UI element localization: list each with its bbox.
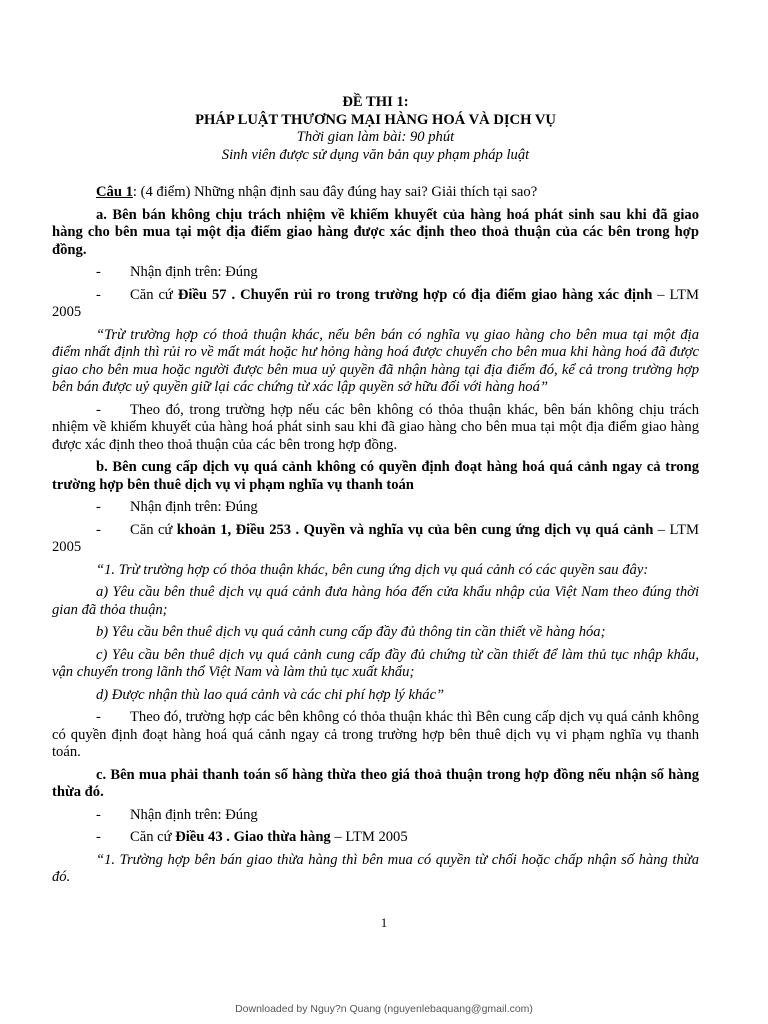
basis-c bbox=[52, 829, 699, 847]
basis-a-article: Điều 57 . Chuyển rủi ro trong trường hợp có địa điểm giao hàng xác định bbox=[177, 286, 653, 303]
conclusion-a-text: Theo đó, trong trường hợp nếu các bên không có thỏa thuận khác, bên bán không chịu trách nhiệm về khiếm khuyết của hàng hoá phát sinh sau khi đã giao hàng cho bên mua tại một địa điểm giao hàng được xác định theo thoả thuận của các bên trong hợp đồng. bbox=[52, 401, 699, 453]
quote-c: “1. Trường hợp bên bán giao thừa hàng thì bên mua có quyền từ chối hoặc chấp nhận số hàng thừa đó. bbox=[52, 851, 699, 885]
download-notice: Downloaded by Nguy?n Quang (nguyenlebaquang@gmail.com) bbox=[235, 1003, 533, 1015]
dash-marker: - bbox=[96, 829, 101, 845]
verdict-c-text: Nhận định trên: Đúng bbox=[130, 806, 258, 823]
basis-a-post: – LTM 2005 bbox=[52, 286, 699, 320]
basis-b-post: – LTM 2005 bbox=[52, 521, 699, 555]
dash-marker: - bbox=[96, 806, 101, 823]
page-number: 1 bbox=[380, 915, 388, 930]
statement-a: a. Bên bán không chịu trách nhiệm về khiếm khuyết của hàng hoá phát sinh sau khi đã giao hàng cho bên mua tại một địa điểm giao hàng được xác định theo thoả thuận của các bên trong hợp đồng. bbox=[52, 206, 699, 258]
dash-marker: - bbox=[96, 521, 101, 538]
verdict-a bbox=[52, 264, 699, 282]
question-1-prompt: : (4 điểm) Những nhận định sau đây đúng hay sai? Giải thích tại sao? bbox=[132, 184, 538, 200]
dash-marker: - bbox=[96, 286, 101, 303]
basis-c-post: – LTM 2005 bbox=[330, 829, 408, 845]
verdict-c bbox=[52, 807, 699, 825]
basis-b bbox=[52, 522, 699, 557]
conclusion-a bbox=[52, 402, 699, 455]
exam-duration: Thời gian làm bài: 90 phút bbox=[296, 129, 455, 145]
basis-c-pre: Căn cứ bbox=[130, 829, 176, 845]
basis-a-pre: Căn cứ bbox=[130, 286, 178, 303]
quote-a: “Trừ trường hợp có thoả thuận khác, nếu bên bán có nghĩa vụ giao hàng cho bên mua tại một địa điểm nhất định thì rủi ro về mất mát hoặc hư hỏng hàng hoá được chuyển cho bên mua khi hàng hoá đã được giao cho bên mua hoặc người được bên mua uỷ quyền đã nhận hàng tại địa điểm đó, kể cả trong trường hợp bên bán được uỷ quyền giữ lại các chứng từ xác lập quyền sở hữu đối với hàng hoá” bbox=[52, 326, 699, 395]
statement-c: c. Bên mua phải thanh toán số hàng thừa theo giá thoả thuận trong hợp đồng nếu nhận số hàng thừa đó. bbox=[52, 766, 699, 800]
document-body bbox=[52, 94, 699, 887]
quote-b-3: b) Yêu cầu bên thuê dịch vụ quá cảnh cung cấp đầy đủ thông tin cần thiết về hàng hóa; bbox=[96, 624, 606, 640]
quote-b-2: a) Yêu cầu bên thuê dịch vụ quá cảnh đưa hàng hóa đến cửa khẩu nhập của Việt Nam theo đúng thời gian đã thỏa thuận; bbox=[52, 584, 699, 618]
dash-marker: - bbox=[96, 401, 101, 418]
basis-b-pre: Căn cứ bbox=[130, 521, 177, 538]
dash-marker: - bbox=[96, 264, 101, 280]
question-1-label: Câu 1 bbox=[96, 184, 133, 200]
conclusion-b-text: Theo đó, trường hợp các bên không có thỏa thuận khác thì Bên cung cấp dịch vụ quá cảnh không có quyền định đoạt hàng hoá quá cảnh ngay cả trong trường hợp bên thuê dịch vụ vi phạm nghĩa vụ thanh toán. bbox=[52, 709, 699, 760]
exam-note: Sinh viên được sử dụng văn bản quy phạm pháp luật bbox=[221, 146, 530, 163]
verdict-b-text: Nhận định trên: Đúng bbox=[130, 499, 258, 515]
conclusion-b bbox=[52, 709, 699, 762]
basis-c-article: Điều 43 . Giao thừa hàng bbox=[175, 829, 331, 845]
quote-b-5: d) Được nhận thù lao quá cảnh và các chi phí hợp lý khác” bbox=[96, 686, 445, 703]
exam-title: ĐỀ THI 1: bbox=[342, 94, 409, 110]
basis-a bbox=[52, 287, 699, 322]
quote-b-1: “1. Trừ trường hợp có thỏa thuận khác, bên cung ứng dịch vụ quá cảnh có các quyền sau đây: bbox=[96, 561, 649, 578]
verdict-b bbox=[52, 499, 699, 517]
verdict-a-text: Nhận định trên: Đúng bbox=[130, 264, 258, 280]
dash-marker: - bbox=[96, 709, 101, 725]
question-1-heading bbox=[52, 184, 699, 202]
basis-b-article: khoản 1, Điều 253 . Quyền và nghĩa vụ của bên cung ứng dịch vụ quá cảnh bbox=[176, 521, 654, 538]
dash-marker: - bbox=[96, 499, 101, 515]
quote-b-4: c) Yêu cầu bên thuê dịch vụ quá cảnh cung cấp đầy đủ chứng từ cần thiết để làm thủ tục nhập khẩu, vận chuyển trong lãnh thổ Việt Nam và làm thủ tục xuất khẩu; bbox=[52, 646, 699, 680]
statement-b: b. Bên cung cấp dịch vụ quá cảnh không có quyền định đoạt hàng hoá quá cảnh ngay cả trong trường hợp bên thuê dịch vụ vi phạm nghĩa vụ thanh toán bbox=[52, 459, 699, 493]
exam-subject: PHÁP LUẬT THƯƠNG MẠI HÀNG HOÁ VÀ DỊCH VỤ bbox=[195, 111, 556, 128]
